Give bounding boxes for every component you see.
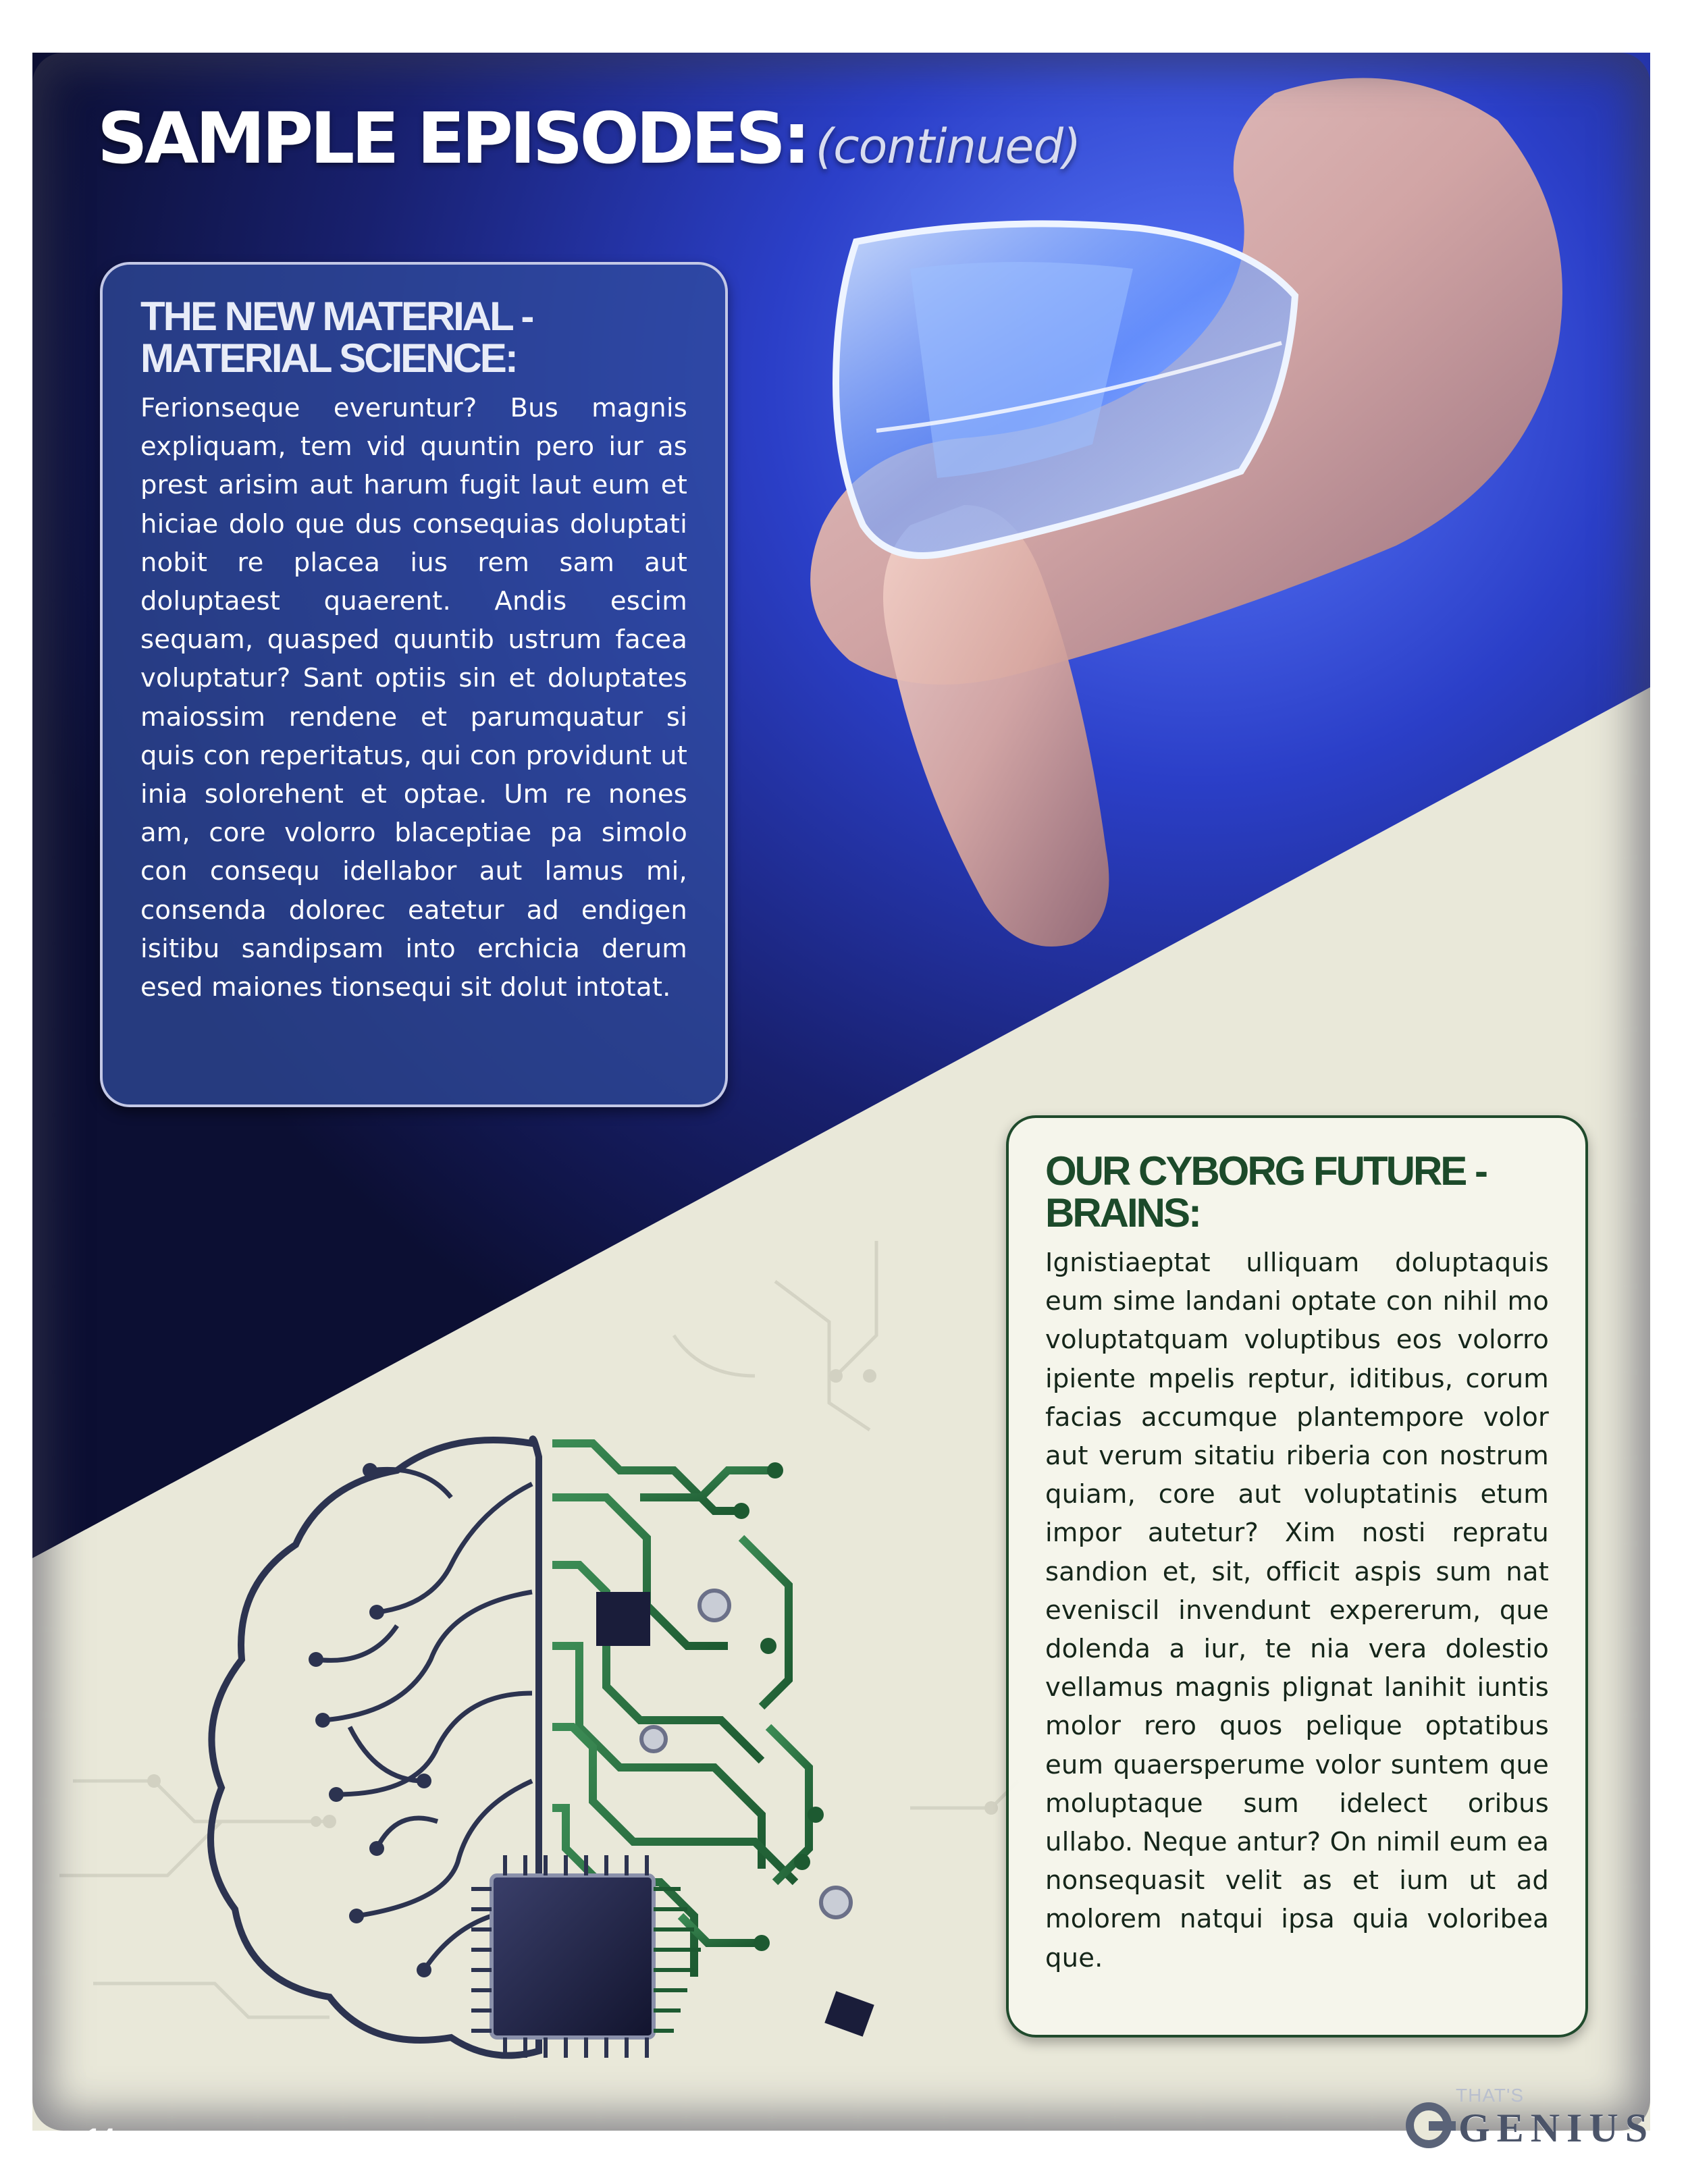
page-frame [32,53,1655,2152]
episode-card-material-science [100,262,728,1107]
page-number: 14 [86,2124,115,2152]
brand-logo [1396,2085,1660,2152]
episode-heading: THE NEW MATERIAL - MATERIAL SCIENCE: [140,294,533,381]
brand-prefix: THAT'S [1456,2085,1525,2106]
title-subtitle: (continued) [815,119,1081,174]
title-text: SAMPLE EPISODES: [97,97,808,180]
episode-description: Ignistiaeptat ulliquam doluptaquis eum sime landani optate con nihil mo voluptatquam voluptibus eos volorro ipiente mpelis reptur, iditibus, corum facias accumque plantempore volor aut verum sitatiu riberia con nostrum quiam, core aut voluptatinis etum impor autetur? Xim nosti repratu sandion et, sit, officit aspis sum nat eveniscil invendunt expererum, que dolenda a iur, te nia vera dolestio vellamus magnis plignat lanihit iuntis molor rero quos pelique optatibus eum quaersperume volor suntem que moluptaque sum idelect oribus ullabo. Neque antur? On nimil eum ea nonsequasit velit as et ium ut ad molorem natqui ipsa quia voloribea que. [1045,1248,1549,1973]
page-title [97,97,1080,180]
episode-heading: OUR CYBORG FUTURE - BRAINS: [1045,1148,1486,1235]
episode-description: Ferionseque everuntur? Bus magnis expliquam, tem vid quuntin pero iur as prest arisim aut harum fugit laut eum et hiciae dolo que dus consequias doluptati nobit re placea ius rem sam aut doluptaest quaerent. Andis escim sequam, quasped quuntib ustrum facea voluptatur? Sant optiis sin et doluptates maiossim rendene et parumquatur si quis con reperitatus, qui con providunt ut inia solorehent et optae. Um re nones am, core volorro blaceptiae pa simolo con consequ idellabor aut lamus mi, consenda dolorec eatetur ad endigen isitibu sandipsam into erchicia derum esed maiones tionsequi sit dolut intotat. [140,393,687,1003]
episode-card-cyborg-brains [1006,1115,1588,2037]
brand-wordmark: GENIUS [1458,2106,1655,2150]
